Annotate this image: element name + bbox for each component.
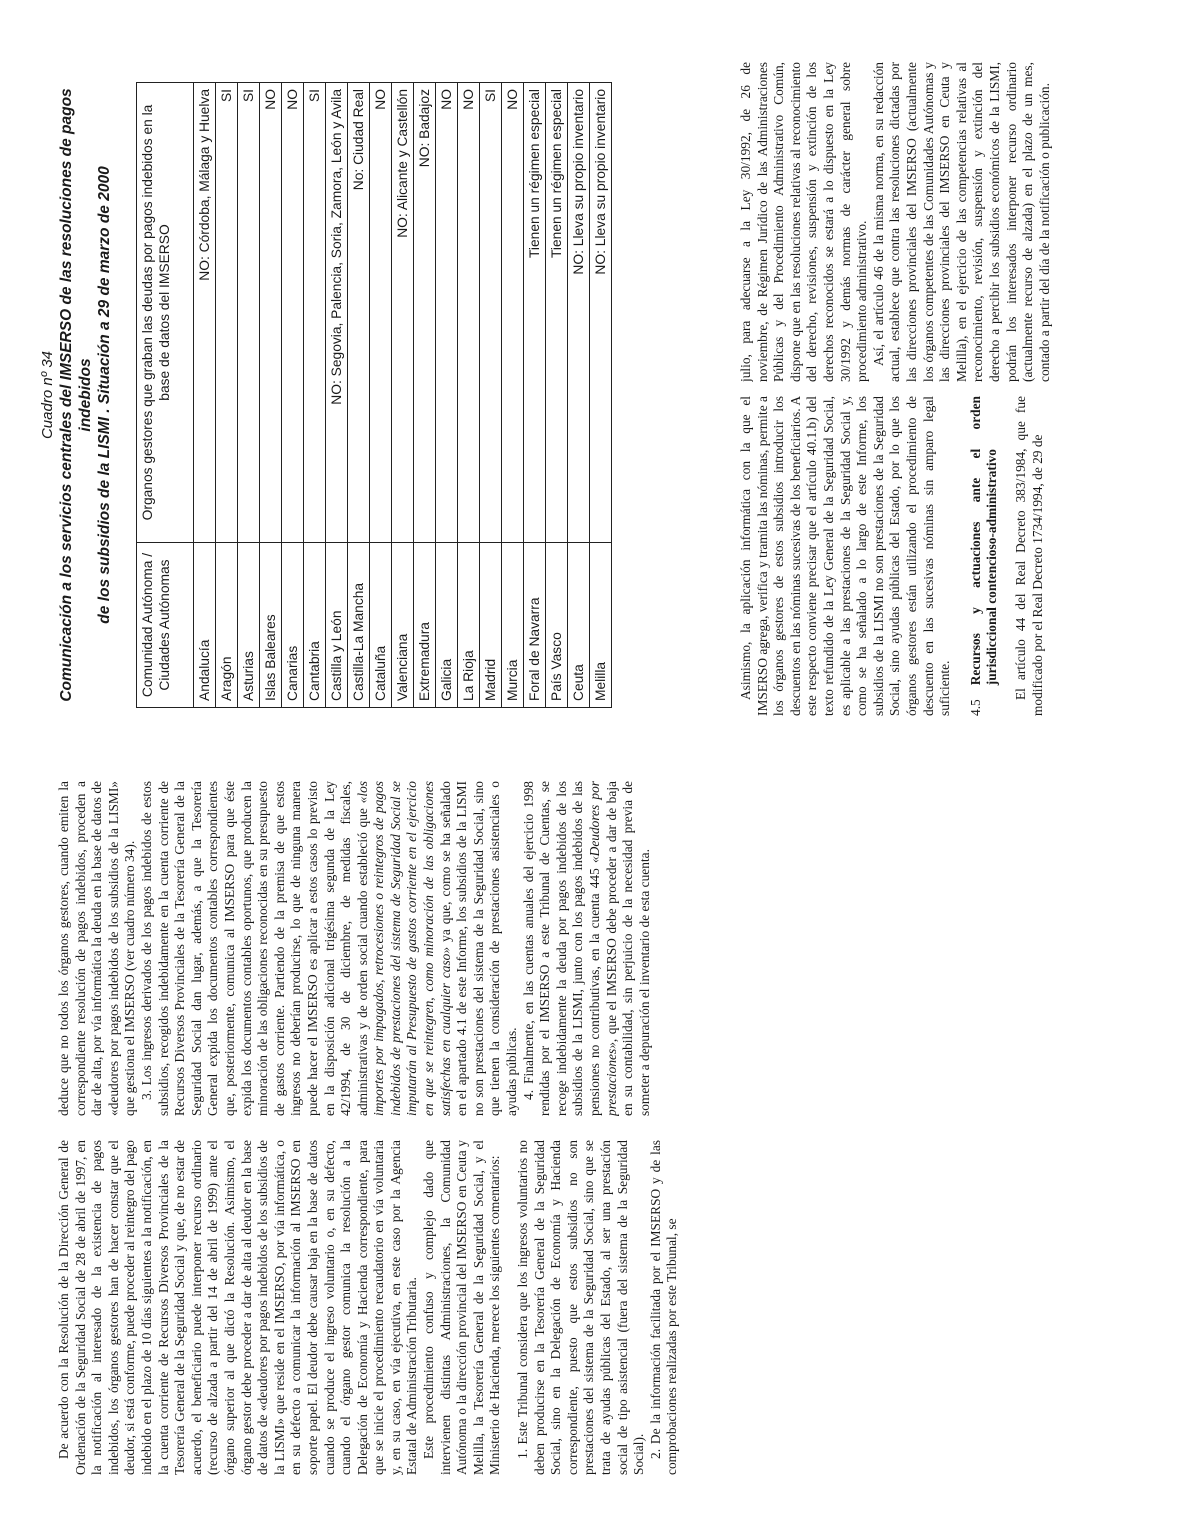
table-row — [370, 83, 392, 708]
cell-status: SI — [304, 83, 326, 543]
cell-region: Extremadura — [414, 543, 436, 708]
cell-region: Canarias — [282, 543, 304, 708]
paragraph-text: , que el IMSERSO debe proceder a dar de baja en su contabilidad, sin perjuicio de la necesidad previa de someter a depuración el inventario de esta cuenta. — [603, 781, 652, 1116]
cell-region: Foral de Navarra — [524, 543, 546, 708]
table-row — [436, 83, 458, 708]
cell-region: Castilla y León — [326, 543, 348, 708]
cell-status: NO: Alicante y Castellón — [392, 83, 414, 543]
cell-status: NO — [282, 83, 304, 543]
cell-region: La Rioja — [458, 543, 480, 708]
paragraph — [521, 781, 654, 1116]
cell-status: No: Ciudad Real — [348, 83, 370, 543]
cell-status: NO — [370, 83, 392, 543]
paragraph: Así, el artículo 46 de la misma norma, en su redacción actual, establece que contra las resoluciones dictadas por las direcciones provinciales del IMSERSO (actualmente los órganos competentes de las Comunidades Autónomas y las direcciones provinciales del IMSERSO en Ceuta y Melilla), en el ejercicio de las competencias relativas al reconocimiento, revisión, suspensión y extinción del derecho a percibir los subsidios económicos de la LISMI, podrán los interesados interponer recurso ordinario (actualmente recurso de alzada) en el plazo de un mes, contado a partir del día de la notificación o publicación. — [870, 62, 1052, 382]
column-header: Comunidad Autónoma / Ciudades Autónomas — [137, 543, 194, 708]
table-row — [568, 83, 590, 708]
table-row — [458, 83, 480, 708]
paragraph: 2. De la información facilitada por el IMSERSO y de las comprobaciones realizadas por este Tribunal, se — [647, 1140, 680, 1475]
text-column-4 — [738, 62, 1158, 382]
table-block — [38, 70, 612, 720]
cell-status: Tienen un régimen especial — [546, 83, 568, 543]
table-row — [524, 83, 546, 708]
table-header-row — [137, 83, 194, 708]
table-row — [590, 83, 612, 708]
cell-region: Ceuta — [568, 543, 590, 708]
text-column-3 — [738, 396, 1158, 716]
cell-region: Galicia — [436, 543, 458, 708]
table-row — [392, 83, 414, 708]
table-subtitle: Comunicación a los servicios centrales del IMSERSO de las resoluciones de pagos indebidos — [58, 88, 94, 702]
table-row — [260, 83, 282, 708]
text-column-2 — [56, 781, 956, 1116]
paragraph-text: 3. Los ingresos derivados de los pagos indebidos de estos subsidios, recogidos indebidamente en la cuenta corriente de Recursos Diversos Provinciales de la Tesorería General de la Seguridad Social dan lugar, además, a que la Tesorería General expida los documentos contables correspondientes que, posteriormente, comunica al IMSERSO para que éste expida los documentos contables oportunos, que producen la minoración de las obligaciones reconocidas en su presupuesto de gastos corriente. Partiendo de la premisa de que estos ingresos no deberían producirse, lo que de ninguna manera puede hacer el IMSERSO es aplicar a estos casos lo previsto en la disposición adicional trigésima segunda de la Ley 42/1994, de 30 de diciembre, de medidas fiscales, administrativas y de orden social cuando estableció que — [138, 781, 370, 1116]
cell-region: Islas Baleares — [260, 543, 282, 708]
cell-status: SI — [238, 83, 260, 543]
cell-status: NO: Badajoz — [414, 83, 436, 543]
cell-status: SI — [216, 83, 238, 543]
table-row — [414, 83, 436, 708]
text-column-1 — [56, 1140, 956, 1475]
paragraph: julio, para adecuarse a la Ley 30/1992, de 26 de noviembre, de Régimen Jurídico de las Administraciones Públicas y del Procedimiento Administrativo Común, dispone que en las resoluciones relativas al reconocimiento del derecho, revisiones, suspensión y extinción de los derechos reconocidos se estará a lo dispuesto en la Ley 30/1992 y demás normas de carácter general sobre procedimiento administrativo. — [738, 62, 870, 382]
account-name: «Deudores por prestaciones» — [587, 781, 619, 1116]
cell-status: NO — [260, 83, 282, 543]
paragraph: Asimismo, la aplicación informática con la que el IMSERSO agrega, verifica y tramita las nóminas, permite a los órganos gestores de estos subsidios introducir los descuentos en las nóminas sucesivas de los beneficiarios. A este respecto conviene precisar que el artículo 40.1.b) del texto refundido de la Ley General de la Seguridad Social, es aplicable a las prestaciones de la Seguridad Social y, como se ha señalado a lo largo de este Informe, los subsidios de la LISMI no son prestaciones de la Seguridad Social, sino ayudas públicas del Estado, por lo que los órganos gestores están utilizando el procedimiento de descuento en las sucesivas nóminas sin amparo legal suficiente. — [738, 396, 953, 716]
paragraph: El artículo 44 del Real Decreto 383/1984, que fue modificado por el Real Decreto 1734/1994, de 29 de — [1012, 396, 1045, 716]
table-row — [502, 83, 524, 708]
cell-status: NO — [502, 83, 524, 543]
cell-region: Valenciana — [392, 543, 414, 708]
table-row — [348, 83, 370, 708]
cell-region: Aragón — [216, 543, 238, 708]
cell-status: NO: Lleva su propio inventario — [568, 83, 590, 543]
cell-region: Melilla — [590, 543, 612, 708]
table-row — [480, 83, 502, 708]
paragraph-text: 4. Finalmente, en las cuentas anuales del ejercicio 1998 rendidas por el IMSERSO a este Tribunal de Cuentas, se recoge indebidamente la deuda por pagos indebidos de los subsidios de la LISMI, junto con los pagos indebidos de las pensiones no contributivas, en la cuenta 445 — [520, 781, 602, 1116]
cell-region: Andalucía — [194, 543, 216, 708]
cell-region: Castilla-La Mancha — [348, 543, 370, 708]
cell-status: SI — [480, 83, 502, 543]
cell-status: Tienen un régimen especial — [524, 83, 546, 543]
paragraph-text: ya que, como se ha señalado en el apartado 4.1 de este Informe, los subsidios de la LISMI no son prestaciones del sistema de la Seguridad Social, sino que tienen la consideración de prestaciones asistenciales o ayudas públicas. — [437, 781, 520, 1116]
table-row — [304, 83, 326, 708]
cell-region: Madrid — [480, 543, 502, 708]
table-body — [194, 83, 612, 708]
cell-status: NO: Segovia, Palencia, Soria, Zamora, León y Avila — [326, 83, 348, 543]
cell-status: NO: Lleva su propio inventario — [590, 83, 612, 543]
cell-status: NO: Córdoba, Málaga y Huelva — [194, 83, 216, 543]
section-title: Recursos y actuaciones ante el orden jurisdiccional contencioso-administrativo — [967, 396, 1000, 686]
paragraph: 1. Este Tribunal considera que los ingresos voluntarios no deben producirse en la Tesorería General de la Seguridad Social, sino en la Delegación de Economía y Hacienda correspondiente, puesto que estos subsidios no son prestaciones del sistema de la Seguridad Social, sino que se trata de ayudas públicas del Estado, al ser una prestación social de tipo asistencial (fuera del sistema de la Seguridad Social). — [515, 1140, 647, 1475]
legal-quote: «los importes por impagados, retrocesiones o reintegros de pagos indebidos de prestaciones del sistema de Seguridad Social se imputarán al Presupuesto de gastos corriente en el ejercicio en que se reintegren, como minoración de las obligaciones satisfechas en cualquier caso» — [354, 781, 453, 1116]
cell-region: Cantabria — [304, 543, 326, 708]
paragraph: De acuerdo con la Resolución de la Dirección General de Ordenación de la Seguridad Social de 28 de abril de 1997, en la notificación al interesado de la existencia de pagos indebidos, los órganos gestores han de hacer constar que el deudor, si está conforme, puede proceder al reintegro del pago indebido en el plazo de 10 días siguientes a la notificación, en la cuenta corriente de Recursos Diversos Provinciales de la Tesorería General de la Seguridad Social y que, de no estar de acuerdo, el beneficiario puede interponer recurso ordinario (recurso de alzada a partir del 14 de abril de 1999) ante el órgano superior al que dictó la Resolución. Asimismo, el órgano gestor debe proceder a dar de alta al deudor en la base de datos de «deudores por pagos indebidos de los subsidios de la LISMI» que reside en el IMSERSO, por vía informática, o en su defecto a comunicar la información al IMSERSO en soporte papel. El deudor debe causar baja en la base de datos cuando se produce el ingreso voluntario o, en su defecto, cuando el órgano gestor comunica la resolución a la Delegación de Economía y Hacienda correspondiente, para que se inicie el procedimiento recaudatorio en vía voluntaria y, en su caso, en vía ejecutiva, en este caso por la Agencia Estatal de Administración Tributaria. — [56, 1140, 420, 1475]
cell-region: Cataluña — [370, 543, 392, 708]
paragraph: deduce que no todos los órganos gestores, cuando emiten la correspondiente resolución de pagos indebidos, proceden a dar de alta, por vía informática la deuda en la base de datos de «deudores por pagos indebidos de los subsidios de la LISMI» que gestiona el IMSERSO (ver cuadro número 34). — [56, 781, 138, 1116]
table-caption: Cuadro nº 34 — [39, 350, 56, 440]
cell-status: NO — [436, 83, 458, 543]
table-subtitle: de los subsidios de la LISMI . Situación a 29 de marzo de 2000 — [96, 166, 113, 624]
table-row — [326, 83, 348, 708]
table-row — [216, 83, 238, 708]
paragraph: Este procedimiento confuso y complejo dado que intervienen distintas Administraciones, la Comunidad Autónoma o la dirección provincial del IMSERSO en Ceuta y Melilla, la Tesorería General de la Seguridad Social, y el Ministerio de Hacienda, merece los siguientes comentarios: — [421, 1140, 503, 1475]
paragraph — [139, 781, 521, 1116]
table-row — [282, 83, 304, 708]
cell-region: Murcia — [502, 543, 524, 708]
section-heading — [968, 396, 1001, 716]
section-number: 4.5 — [967, 699, 983, 716]
data-table — [136, 82, 612, 708]
table-row — [546, 83, 568, 708]
cell-region: País Vasco — [546, 543, 568, 708]
column-header: Organos gestores que graban las deudas por pagos indebidos en la base de datos del IMSERSO — [137, 83, 194, 543]
cell-status: NO — [458, 83, 480, 543]
cell-region: Asturias — [238, 543, 260, 708]
table-row — [194, 83, 216, 708]
table-row — [238, 83, 260, 708]
